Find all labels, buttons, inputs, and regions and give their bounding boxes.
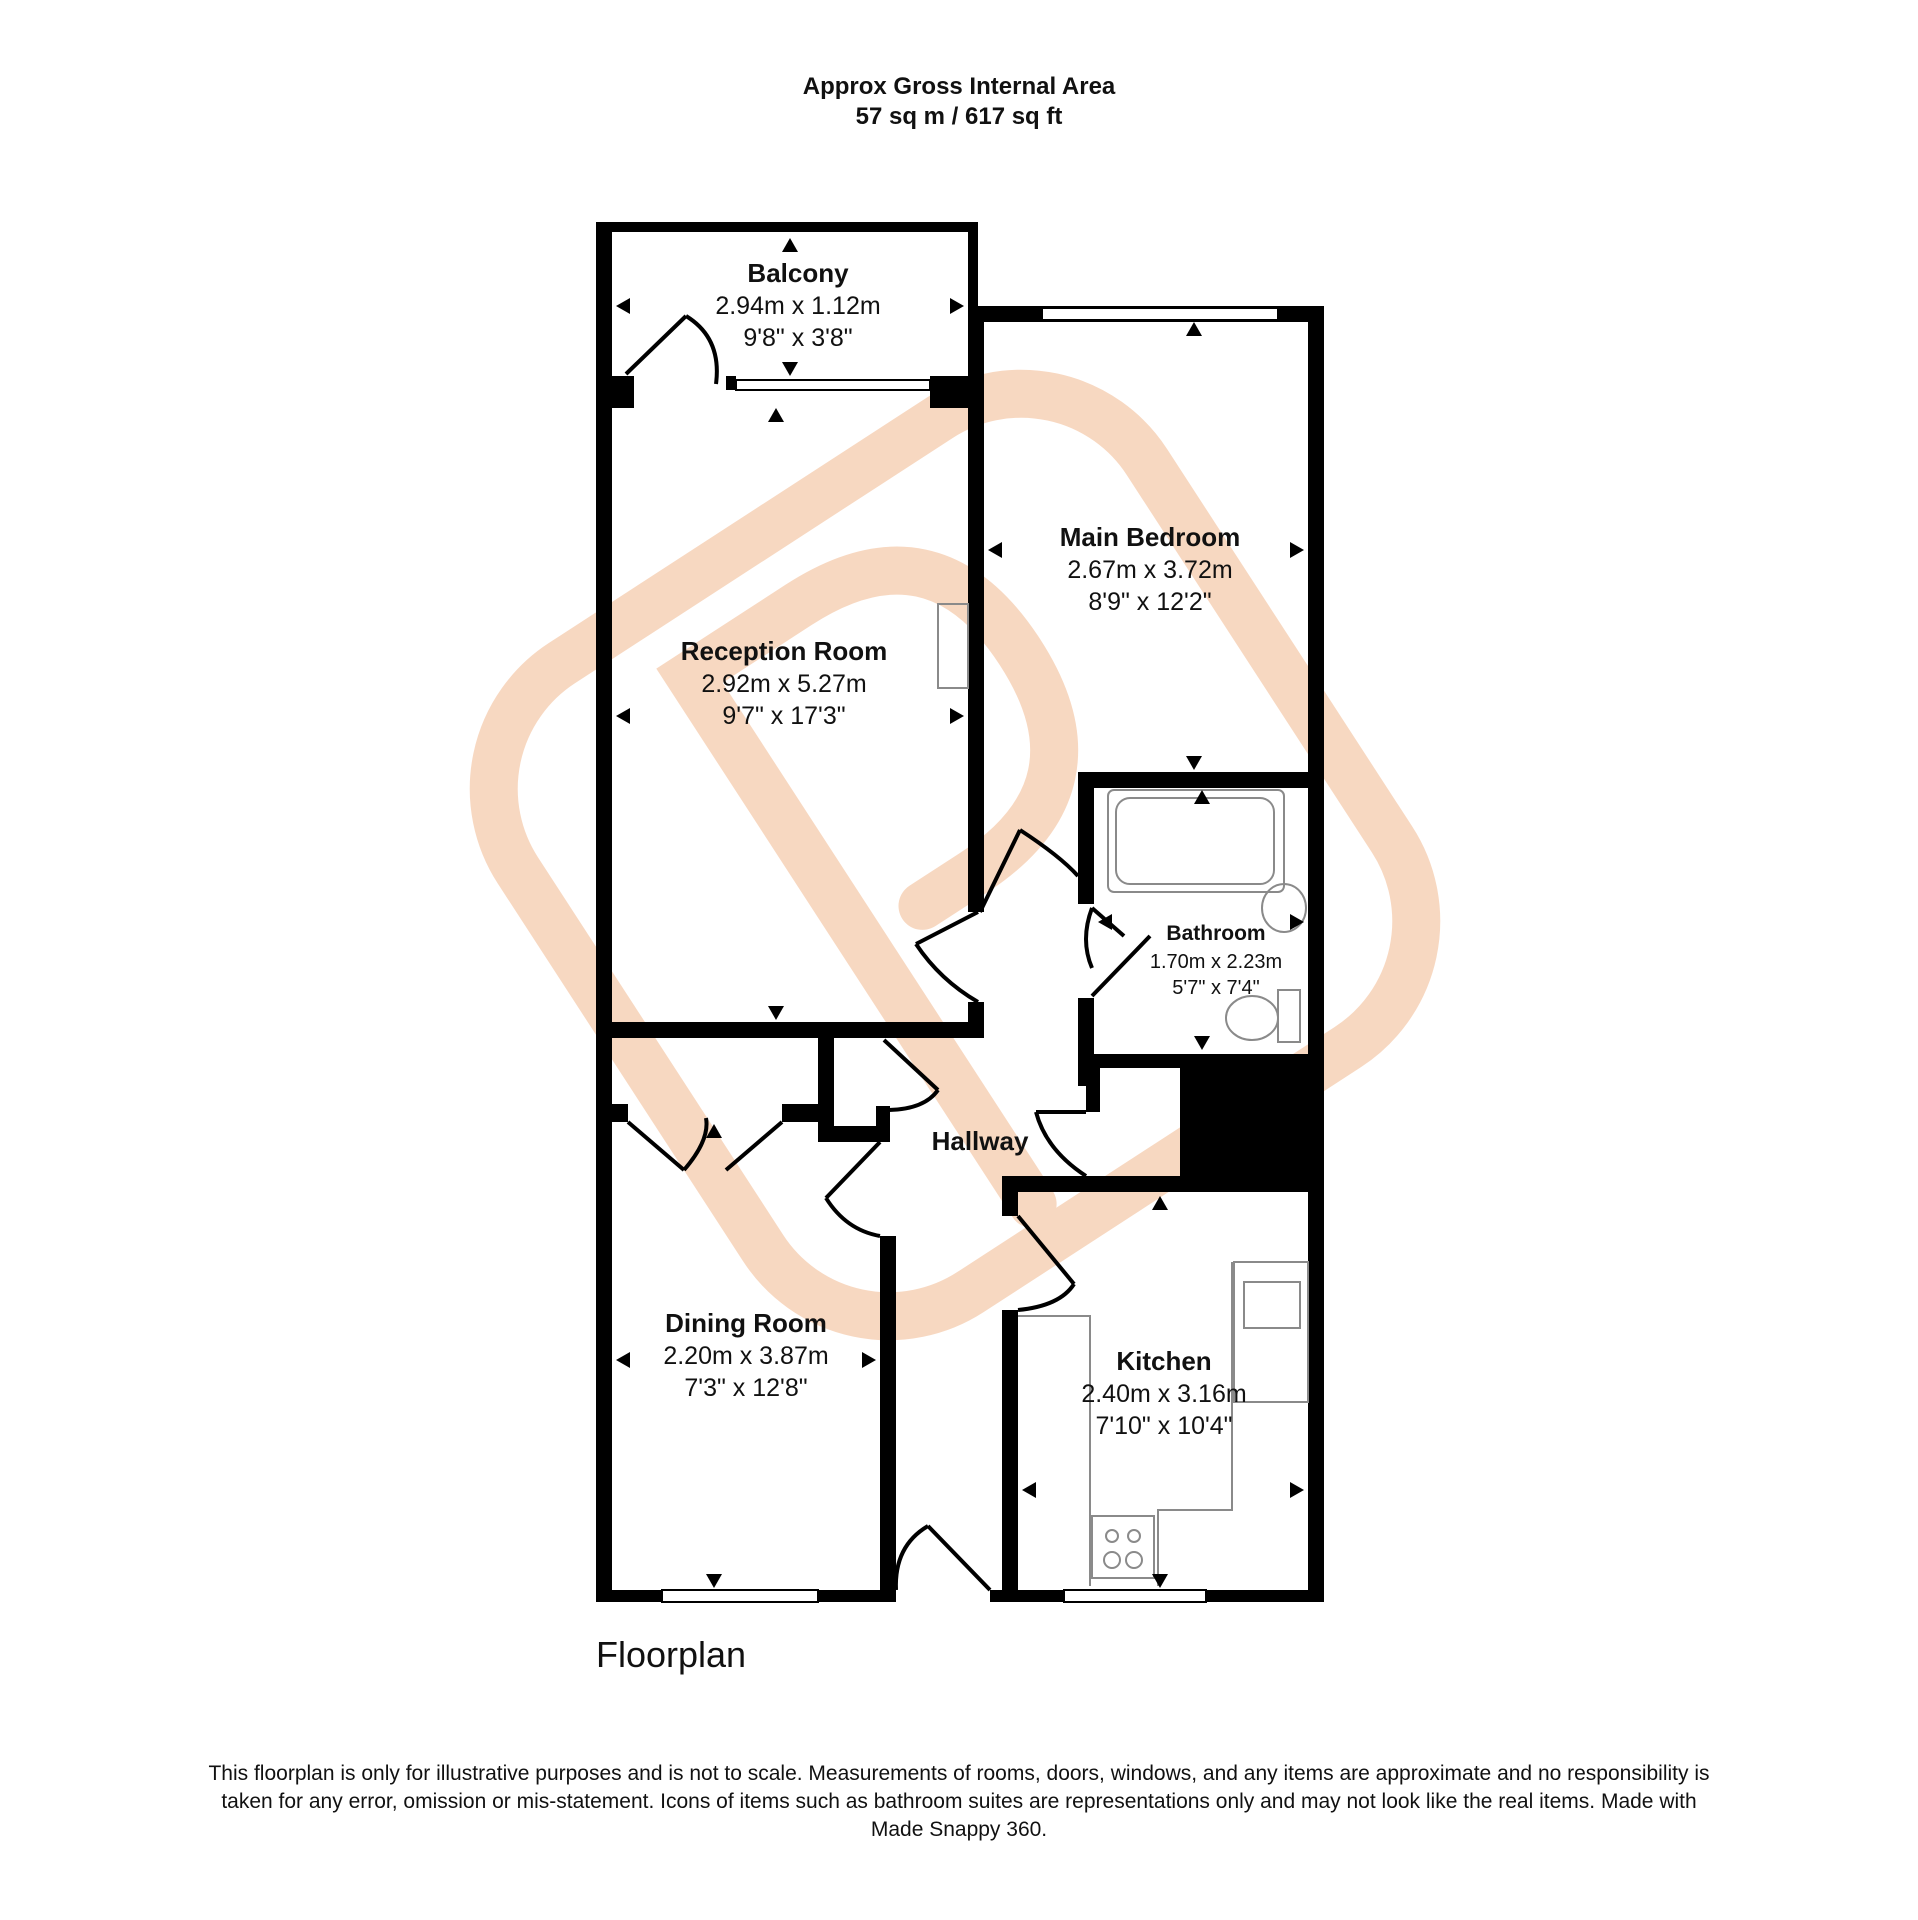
bathroom-name: Bathroom bbox=[1166, 922, 1266, 945]
balcony-metric: 2.94m x 1.12m bbox=[715, 292, 881, 320]
kitchen-name: Kitchen bbox=[1116, 1346, 1212, 1376]
hallway-name: Hallway bbox=[931, 1126, 1029, 1156]
dining-room-metric: 2.20m x 3.87m bbox=[663, 1342, 829, 1370]
bathroom-metric: 1.70m x 2.23m bbox=[1149, 951, 1283, 973]
area-value: 57 sq m / 617 sq ft bbox=[855, 103, 1063, 130]
toilet-icon bbox=[1226, 996, 1278, 1040]
reception-room-imperial: 9'7" x 17'3" bbox=[722, 702, 846, 730]
balcony-name: Balcony bbox=[747, 258, 849, 288]
floor-label: Floorplan bbox=[596, 1634, 747, 1675]
disclaimer-text: This floorplan is only for illustrative purposes and is not to scale. Measurements of rooms, doors, windows, and any items are approximate and no responsibility is taken for any error, omission or mis-statement. Icons of items such as bathroom suites are representations only and may not look like the real items. Made with Made Snappy 360. bbox=[208, 1762, 1710, 1841]
kitchen-metric: 2.40m x 3.16m bbox=[1081, 1380, 1247, 1408]
worktop-left bbox=[1018, 1316, 1090, 1586]
balcony-imperial: 9'8" x 3'8" bbox=[743, 324, 853, 352]
basin-icon bbox=[1262, 884, 1306, 932]
area-title: Approx Gross Internal Area bbox=[802, 73, 1116, 100]
dining-room-imperial: 7'3" x 12'8" bbox=[684, 1374, 808, 1402]
reception-room-name: Reception Room bbox=[680, 636, 888, 666]
bathroom-imperial: 5'7" x 7'4" bbox=[1172, 977, 1260, 999]
main-bedroom-metric: 2.67m x 3.72m bbox=[1067, 556, 1233, 584]
kitchen-imperial: 7'10" x 10'4" bbox=[1095, 1412, 1233, 1440]
bath-icon bbox=[1108, 790, 1284, 892]
hob-icon bbox=[1092, 1516, 1154, 1578]
dining-room-name: Dining Room bbox=[665, 1308, 827, 1338]
main-bedroom-imperial: 8'9" x 12'2" bbox=[1088, 588, 1212, 616]
reception-room-metric: 2.92m x 5.27m bbox=[701, 670, 867, 698]
main-bedroom-name: Main Bedroom bbox=[1059, 522, 1241, 552]
